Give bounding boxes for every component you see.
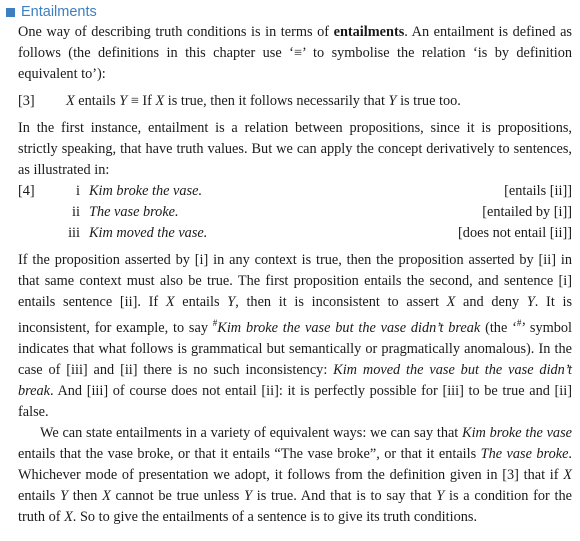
item-label: ii [72,204,80,220]
example-note: [entails [ii]] [504,183,572,199]
item-label: i [76,183,80,199]
example-sentence: Kim broke the vase. [89,183,203,199]
paragraph-propositions: In the first instance, entailment is a relation between propositions, since it is propositions, strictly speaking, that have truth values. But we can apply the concept derivatively to sentences, as illustrated in: [18,120,572,178]
square-bullet-icon [6,8,15,17]
example-number: [3] [18,93,35,109]
definition-text: X entails Y ≡ If X is true, then it follows necessarily that Y is true too. [66,93,461,109]
paragraph-inconsistency: If the proposition asserted by [i] in any context is true, then the proposition asserted by [ii] in that same context must also be true. The first proposition entails the second, and sentence [i] entails sentence [ii]. If X entails Y, then it is inconsistent to assert X and deny Y. It is inconsistent, for example, to say #Kim broke the vase but the vase didn’t break (the ‘#’ symbol indicates that what follows is grammatical but semantically or pragmatically anomalous). In the case of [iii] and [ii] there is no such inconsistency: Kim moved the vase but the vase didn’t break. And [iii] of course does not entail [ii]: it is perfectly possible for [iii] to be true and [ii] false. [18,252,573,420]
paragraph-entailment-definition: One way of describing truth conditions is in terms of entailments. An entailment is defined as follows (the definitions in this chapter use ‘≡’ to symbolise the relation ‘is by definition equivalent to’): [18,24,572,82]
example-sentence: Kim moved the vase. [89,225,208,241]
example-sentence: The vase broke. [89,204,179,220]
section-heading [6,2,572,22]
section-title: Entailments [21,4,97,20]
paragraph-equivalent-ways: We can state entailments in a variety of equivalent ways: we can say that Kim broke the vase entails that the vase broke, or that it entails “The vase broke”, or that it entails The vase broke. Whichever mode of presentation we adopt, it follows from the definition given in [3] that if X entails Y then X cannot be true unless Y is true. And that is to say that Y is a condition for the truth of X. So to give the entailments of a sentence is to give its truth conditions. [18,424,572,525]
example-4 [18,181,572,244]
example-note: [entailed by [i]] [482,204,572,220]
example-number: [4] [18,183,35,199]
example-note: [does not entail [ii]] [458,225,572,241]
term-entailments: entailments [333,24,405,40]
item-label: iii [68,225,80,241]
example-row [18,223,572,244]
example-row [18,202,572,223]
example-row [18,181,572,202]
example-3 [18,91,572,112]
